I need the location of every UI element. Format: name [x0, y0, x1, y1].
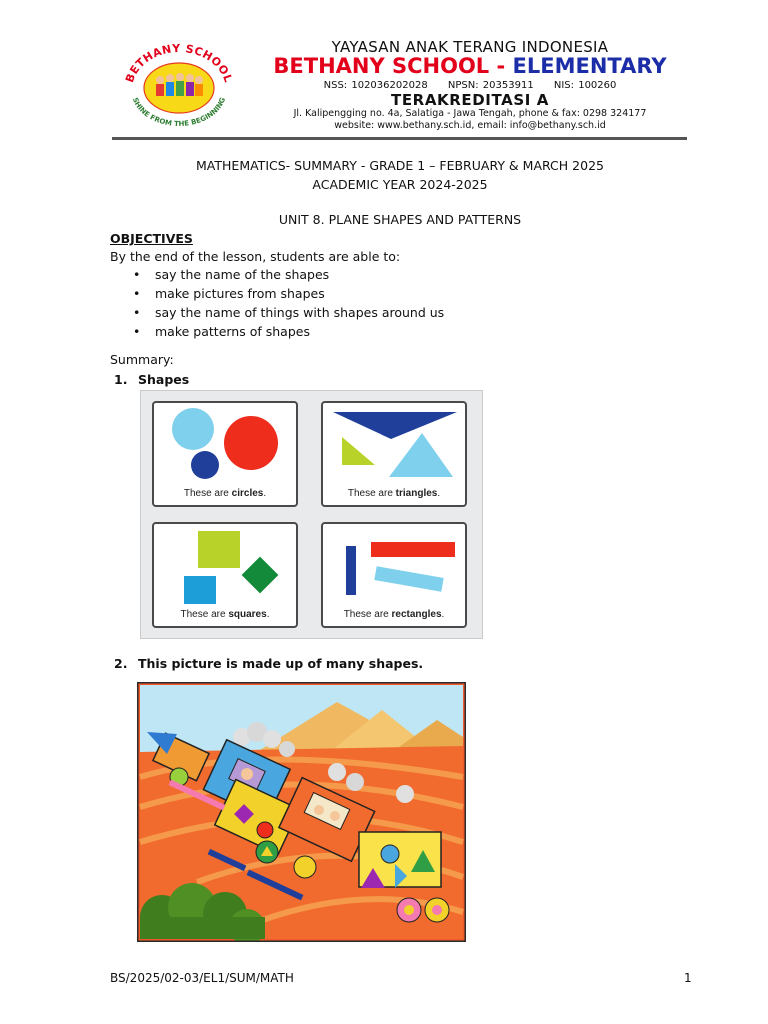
square-shape	[184, 576, 216, 604]
school-web: website: www.bethany.sch.id, email: info@bethany.sch.id	[334, 120, 606, 131]
triangle-shape	[333, 412, 457, 439]
circle-shape	[224, 416, 278, 470]
school-name	[252, 54, 688, 78]
header-divider	[112, 137, 687, 140]
section-heading	[114, 656, 423, 671]
shape-caption: These are circles.	[183, 488, 267, 499]
doc-title: MATHEMATICS- SUMMARY - GRADE 1 – FEBRUARY & MARCH 2025	[196, 158, 604, 173]
circle-shape	[191, 451, 219, 479]
doc-subtitle: ACADEMIC YEAR 2024-2025	[312, 177, 488, 192]
foundation-name: YAYASAN ANAK TERANG INDONESIA	[331, 38, 609, 56]
unit-title: UNIT 8. PLANE SHAPES AND PATTERNS	[278, 212, 522, 227]
squares-panel	[152, 522, 298, 628]
rectangle-shape	[374, 566, 443, 592]
rectangle-shape	[346, 546, 356, 595]
objectives-list	[133, 266, 444, 342]
logo-tagline: SHINE FROM THE BEGINNING	[130, 96, 228, 126]
section-heading	[114, 372, 189, 387]
objective-item: • make pictures from shapes	[133, 285, 444, 304]
logo-arc-text: BETHANY SCHOOL	[123, 41, 235, 85]
document-code: BS/2025/02-03/EL1/SUM/MATH	[110, 971, 294, 985]
shape-caption: These are squares.	[180, 609, 270, 620]
summary-label: Summary:	[110, 352, 174, 367]
rectangle-shape	[371, 542, 455, 557]
npsn-number: NPSN: 20353911	[447, 80, 534, 91]
section-number: 1.	[114, 372, 128, 387]
circle-shape	[172, 408, 214, 450]
square-shape	[198, 531, 240, 568]
shapes-picture	[137, 682, 466, 942]
nis-number: NIS: 100260	[553, 80, 617, 91]
rectangles-panel	[321, 522, 467, 628]
objective-item: • say the name of the shapes	[133, 266, 444, 285]
school-name-sep: -	[496, 54, 506, 78]
nss-number: NSS: 102036202028	[323, 80, 428, 91]
objectives-intro: By the end of the lesson, students are able to:	[110, 249, 401, 264]
school-ids	[255, 80, 685, 91]
school-address: Jl. Kalipengging no. 4a, Salatiga - Jawa Tengah, phone & fax: 0298 324177	[293, 108, 647, 119]
shapes-figure	[140, 390, 483, 639]
school-name-part2: ELEMENTARY	[512, 54, 667, 78]
objective-item: • say the name of things with shapes around us	[133, 304, 444, 323]
square-shape	[242, 557, 279, 594]
accreditation: TERAKREDITASI A	[391, 91, 549, 109]
page-number: 1	[684, 971, 692, 985]
triangles-panel	[321, 401, 467, 507]
triangle-shape	[389, 433, 453, 477]
shape-caption: These are rectangles.	[343, 609, 445, 620]
objective-item: • make patterns of shapes	[133, 323, 444, 342]
school-name-part1: BETHANY SCHOOL	[273, 54, 490, 78]
shape-caption: These are triangles.	[347, 488, 441, 499]
triangle-shape	[342, 437, 375, 465]
section-number: 2.	[114, 656, 128, 671]
school-logo	[118, 40, 240, 126]
objectives-heading: OBJECTIVES	[110, 231, 193, 246]
section-title: This picture is made up of many shapes.	[138, 656, 424, 671]
circles-panel	[152, 401, 298, 507]
section-title: Shapes	[138, 372, 190, 387]
